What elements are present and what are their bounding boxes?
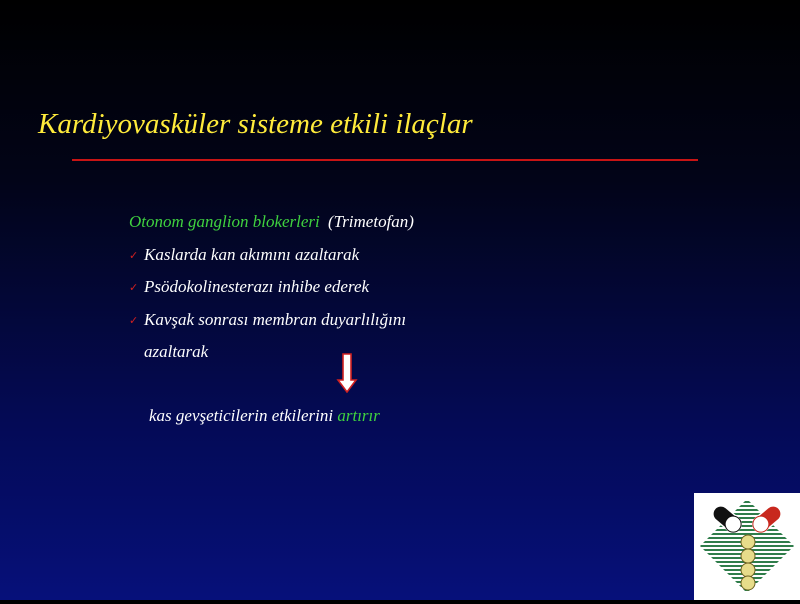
conclusion-text: kas gevşeticilerin etkilerini [149,406,334,425]
bullet-item-2: Psödokolinesterazı inhibe ederek [144,277,370,296]
conclusion-highlight: artırır [337,406,380,425]
bullet-item-1: Kaslarda kan akımını azaltarak [144,245,360,264]
drug-name-label: (Trimetofan) [328,212,414,231]
pharmacy-logo [694,493,800,600]
checkmark-icon: ✓ [129,281,139,294]
drug-class-label: Otonom ganglion blokerleri [129,212,320,231]
conclusion [149,406,380,426]
title-underline [72,159,698,161]
bullet-item-3: Kavşak sonrası membran duyarlılığını [144,310,407,329]
drug-heading [129,212,414,232]
pharmacy-logo-icon [694,493,800,600]
down-arrow-icon [336,353,358,393]
bullet-item-3-continuation: azaltarak [144,342,209,361]
slide-title: Kardiyovasküler sisteme etkili ilaçlar [38,108,473,140]
checkmark-icon: ✓ [129,249,139,262]
checkmark-icon: ✓ [129,314,139,327]
